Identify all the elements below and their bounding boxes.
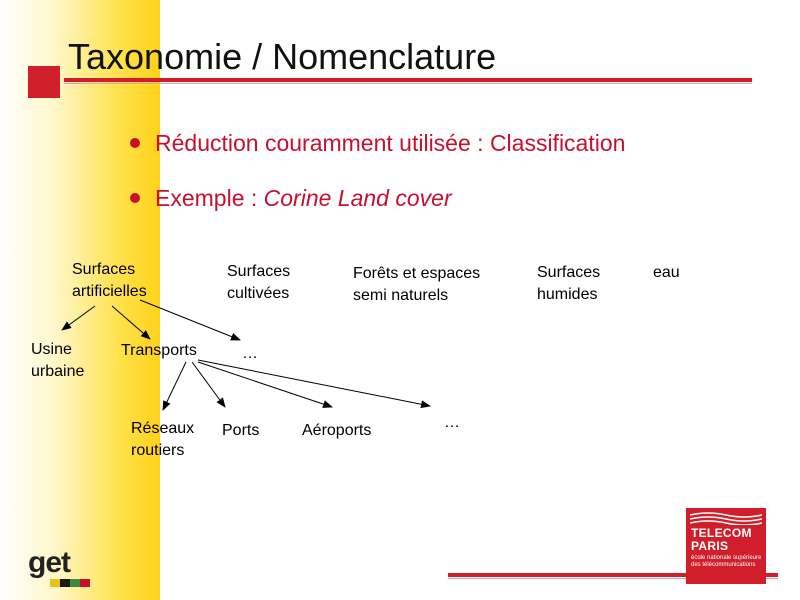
slide-title: Taxonomie / Nomenclature xyxy=(68,36,497,77)
arrow-to-transports xyxy=(112,306,150,339)
node-line: … xyxy=(444,414,460,431)
get-logo-squares xyxy=(50,574,92,582)
node-line: … xyxy=(242,345,258,362)
node-line: humides xyxy=(537,286,598,303)
telecom-paris-logo xyxy=(686,508,766,584)
node-line: urbaine xyxy=(31,363,85,380)
get-logo: get xyxy=(28,546,70,579)
bullet-emphasis: Corine Land cover xyxy=(263,185,452,211)
node-line: Aéroports xyxy=(302,422,372,439)
node-line: Surfaces xyxy=(537,264,601,281)
node-line: Surfaces xyxy=(227,263,291,280)
node-line: artificielles xyxy=(72,283,147,300)
logo-waves-icon xyxy=(690,511,762,525)
node-line: Surfaces xyxy=(72,261,136,278)
logo-line-telecom: TELECOM xyxy=(691,526,752,540)
arrow-to-usine xyxy=(62,306,95,330)
arrow-to-ports xyxy=(192,362,225,407)
bullet-text: Exemple : xyxy=(155,185,264,211)
node-line: Forêts et espaces xyxy=(353,265,481,282)
arrow-to-reseaux xyxy=(163,362,186,410)
node-line: eau xyxy=(653,264,680,281)
node-line: routiers xyxy=(131,442,185,459)
node-line: semi naturels xyxy=(353,287,449,304)
logo-line-paris: PARIS xyxy=(691,539,729,553)
arrow-to-ellipsis-level2 xyxy=(140,300,240,340)
node-line: Usine xyxy=(31,341,72,358)
logo-tagline: école nationale supérieure des télécommunications xyxy=(691,555,762,568)
arrow-to-aeroports xyxy=(198,362,332,407)
bullet-text: Réduction couramment utilisée : Classification xyxy=(155,130,626,156)
arrow-to-ellipsis-level3 xyxy=(198,360,430,406)
node-line: Transports xyxy=(121,342,197,359)
node-line: cultivées xyxy=(227,285,290,302)
node-line: Ports xyxy=(222,422,260,439)
node-line: Réseaux xyxy=(131,420,195,437)
